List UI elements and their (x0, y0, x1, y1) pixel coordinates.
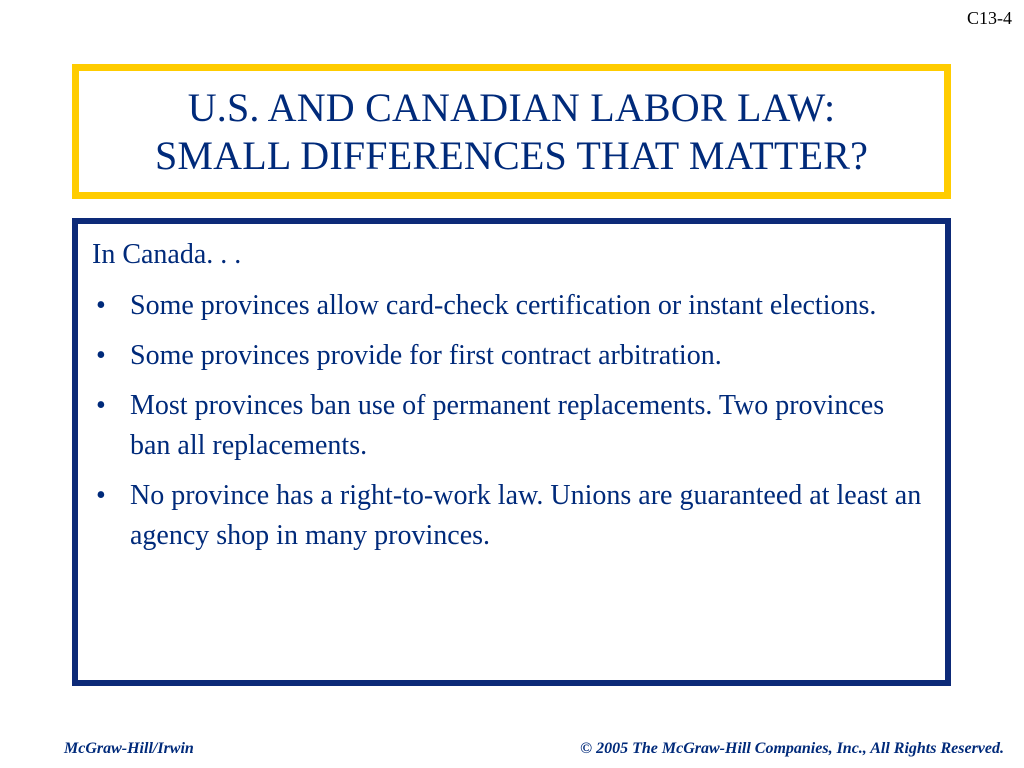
bullet-icon: • (96, 480, 106, 511)
title-line-2: SMALL DIFFERENCES THAT MATTER? (154, 132, 869, 178)
bullet-icon: • (96, 340, 106, 371)
bullet-item (92, 386, 929, 466)
bullet-text: Most provinces ban use of permanent replacements. Two provinces ban all replacements. (130, 390, 885, 461)
bullet-item (92, 286, 929, 326)
bullet-text: Some provinces provide for first contract arbitration. (130, 340, 722, 371)
bullet-text: No province has a right-to-work law. Unions are guaranteed at least an agency shop in many provinces. (130, 480, 922, 551)
footer-copyright: © 2005 The McGraw-Hill Companies, Inc., All Rights Reserved. (580, 740, 1004, 757)
bullet-icon: • (96, 390, 106, 421)
bullet-text: Some provinces allow card-check certification or instant elections. (130, 290, 877, 321)
bullet-item (92, 336, 929, 376)
bullet-list (92, 286, 929, 556)
title-box (72, 64, 951, 199)
footer-publisher: McGraw-Hill/Irwin (64, 740, 194, 757)
intro-text: In Canada. . . (92, 239, 242, 270)
slide-number: C13-4 (967, 8, 1012, 28)
title-line-1: U.S. AND CANADIAN LABOR LAW: (187, 84, 836, 130)
content-box (72, 218, 951, 686)
bullet-item (92, 476, 929, 556)
bullet-icon: • (96, 290, 106, 321)
